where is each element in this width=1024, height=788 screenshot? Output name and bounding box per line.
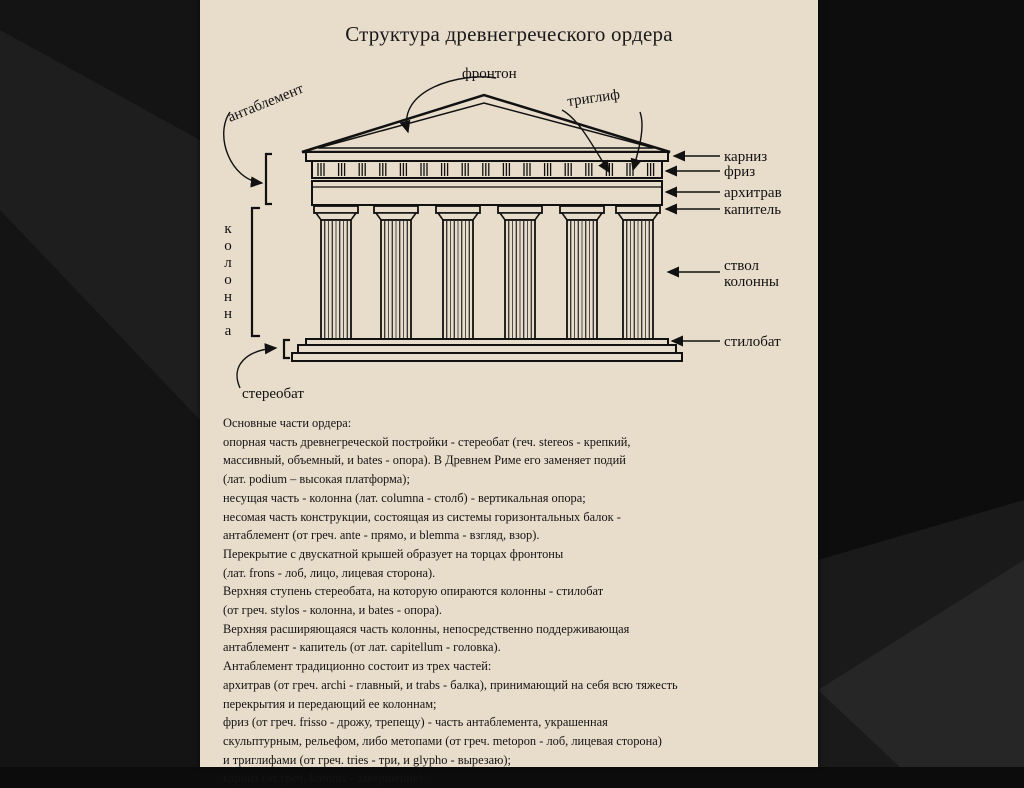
description-line: Верхняя ступень стереобата, на которую опираются колонны - стилобат (223, 584, 604, 599)
column-row (314, 206, 660, 339)
column-bracket (252, 208, 260, 336)
description-line: архитрав (от греч. archi - главный, и trabs - балка), принимающий на себя всю тяжесть (223, 677, 678, 692)
column (374, 206, 418, 339)
description-line: скульптурным, рельефом, либо метопами (от греч. metopon - лоб, лицевая сторона) (223, 733, 662, 748)
column-capital (560, 206, 604, 213)
column-capital (436, 206, 480, 213)
description-line: несомая часть конструкции, состоящая из системы горизонтальных балок - (223, 509, 621, 524)
label-friz: фриз (724, 164, 756, 180)
description-line: Антаблемент традиционно состоит из трех частей: (223, 659, 492, 674)
column-echinus (562, 213, 602, 220)
description-line: Верхняя расширяющаяся часть колонны, непосредственно поддерживающая (223, 621, 630, 636)
description-line: опорная часть древнегреческой постройки - стереобат (геч. stereos - крепкий, (223, 434, 631, 449)
pediment (302, 95, 670, 152)
description-text (223, 414, 813, 788)
column-capital (314, 206, 358, 213)
description-line: Основные части ордера: (223, 416, 352, 430)
description-line: антаблемент - капитель (от лат. capitellum - головка). (223, 640, 501, 655)
label-antablement: антаблемент (225, 80, 306, 126)
label-kolonny: колонны (724, 274, 779, 290)
stereobat-bracket (284, 340, 290, 358)
column-echinus (316, 213, 356, 220)
architrave (312, 181, 662, 205)
column-echinus (376, 213, 416, 220)
column (498, 206, 542, 339)
column-echinus (438, 213, 478, 220)
stylobate (292, 339, 682, 361)
column (314, 206, 358, 339)
antablement-bracket (266, 154, 272, 204)
kolonna-letter: о (224, 272, 232, 288)
label-kapitel: капитель (724, 202, 782, 218)
column-capital (498, 206, 542, 213)
kolonna-letter: л (224, 255, 232, 271)
label-triglif: триглиф (566, 86, 621, 110)
label-fronton: фронтон (462, 66, 517, 82)
description-line: фриз (от греч. frisso - дрожу, трепещу) - часть антаблемента, украшенная (223, 715, 608, 730)
label-stereobat: стереобат (242, 386, 304, 402)
kolonna-letter: о (224, 238, 232, 254)
stereobat-arrow (237, 348, 276, 388)
column (436, 206, 480, 339)
label-stvol: ствол (724, 258, 759, 274)
description-line: (от греч. stylos - колонна, и bates - опора). (223, 603, 443, 618)
label-arkhitrav: архитрав (724, 185, 782, 201)
kolonna-letter: а (224, 323, 232, 339)
description-line: перекрытия и передающий ее колоннам; (223, 696, 437, 711)
cornice (306, 152, 668, 161)
column (560, 206, 604, 339)
content-panel (200, 0, 818, 786)
column-echinus (500, 213, 540, 220)
label-karniz: карниз (724, 149, 768, 165)
column-capital (374, 206, 418, 213)
column (616, 206, 660, 339)
label-kolonna-vertical (224, 221, 232, 339)
temple-diagram (200, 0, 818, 420)
description-line: несущая часть - колонна (лат. columna - столб) - вертикальная опора; (223, 490, 586, 505)
kolonna-letter: н (223, 306, 233, 322)
column-capital (616, 206, 660, 213)
description-line: антаблемент (от греч. ante - прямо, и blemma - взгляд, взор). (223, 528, 540, 543)
description-line: и триглифами (от греч. tries - три, и glypho - вырезаю); (223, 752, 512, 767)
description-line: массивный, объемный, и bates - опора). В Древнем Риме его заменяет подий (223, 453, 626, 468)
frieze (312, 161, 662, 178)
page-title: Структура древнегреческого ордера (345, 22, 673, 46)
column-echinus (618, 213, 658, 220)
kolonna-letter: н (223, 289, 233, 305)
description-line: карниз (от греч. koronis - завершение). (223, 771, 426, 786)
description-line: Перекрытие с двускатной крышей образует на торцах фронтоны (223, 546, 564, 561)
kolonna-letter: к (224, 221, 232, 237)
description-line: (лат. podium – высокая платформа); (223, 472, 410, 487)
description-line: (лат. frons - лоб, лицо, лицевая сторона). (223, 565, 436, 580)
label-stilobat: стилобат (724, 334, 781, 350)
